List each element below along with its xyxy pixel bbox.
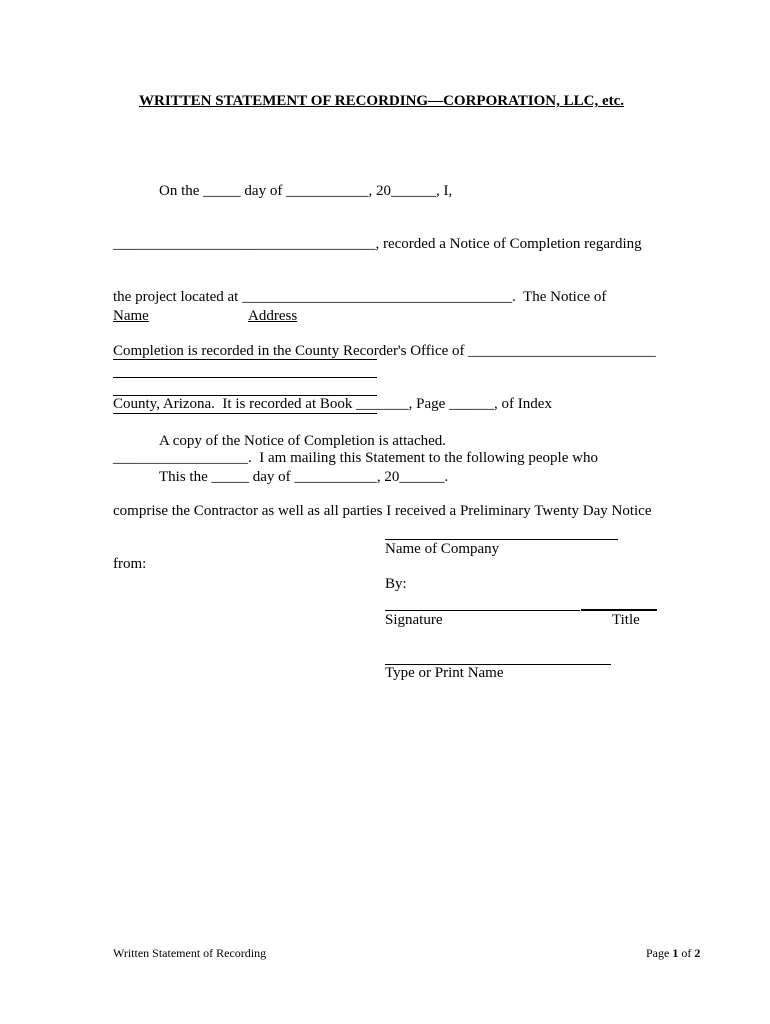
paragraph-line: Completion is recorded in the County Recorder's Office of _________________________ <box>113 342 656 359</box>
date-line: This the _____ day of ___________, 20______. <box>159 469 449 485</box>
page-total: 2 <box>694 946 701 960</box>
recipient-blank-line[interactable] <box>113 377 377 378</box>
address-column-header: Address <box>248 308 298 324</box>
paragraph-line: County, Arizona. It is recorded at Book _______, Page ______, of Index <box>113 396 552 413</box>
paragraph-line: comprise the Contractor as well as all parties I received a Preliminary Twenty Day Notice <box>113 502 652 519</box>
page-prefix: Page <box>646 946 673 960</box>
by-label: By: <box>385 576 407 592</box>
title-label: Title <box>612 612 640 628</box>
recipient-blank-line[interactable] <box>113 359 377 360</box>
signature-line[interactable] <box>385 610 580 611</box>
page-of: of <box>678 946 695 960</box>
document-title: WRITTEN STATEMENT OF RECORDING—CORPORATION, LLC, etc. <box>139 93 625 109</box>
company-label: Name of Company <box>385 541 500 557</box>
paragraph-line: ___________________________________, recorded a Notice of Completion regarding <box>113 235 642 252</box>
paragraph-line: from: <box>113 556 147 573</box>
page-number <box>646 946 700 961</box>
paragraph-line: On the _____ day of ___________, 20______, I, <box>159 182 453 199</box>
signature-label: Signature <box>385 612 443 628</box>
paragraph-line: __________________. I am mailing this Statement to the following people who <box>113 449 598 466</box>
print-name-label: Type or Print Name <box>385 665 504 681</box>
company-signature-line[interactable] <box>385 539 618 540</box>
intro-paragraph <box>113 147 673 592</box>
attached-statement: A copy of the Notice of Completion is attached. <box>159 433 447 449</box>
name-column-header: Name <box>113 308 149 324</box>
recipient-blank-line[interactable] <box>113 413 377 414</box>
footer-document-name: Written Statement of Recording <box>113 946 267 960</box>
title-line[interactable] <box>581 609 657 611</box>
recipient-blank-line[interactable] <box>113 395 377 396</box>
paragraph-line: the project located at ____________________________________. The Notice of <box>113 289 607 306</box>
page-current: 1 <box>672 946 679 960</box>
